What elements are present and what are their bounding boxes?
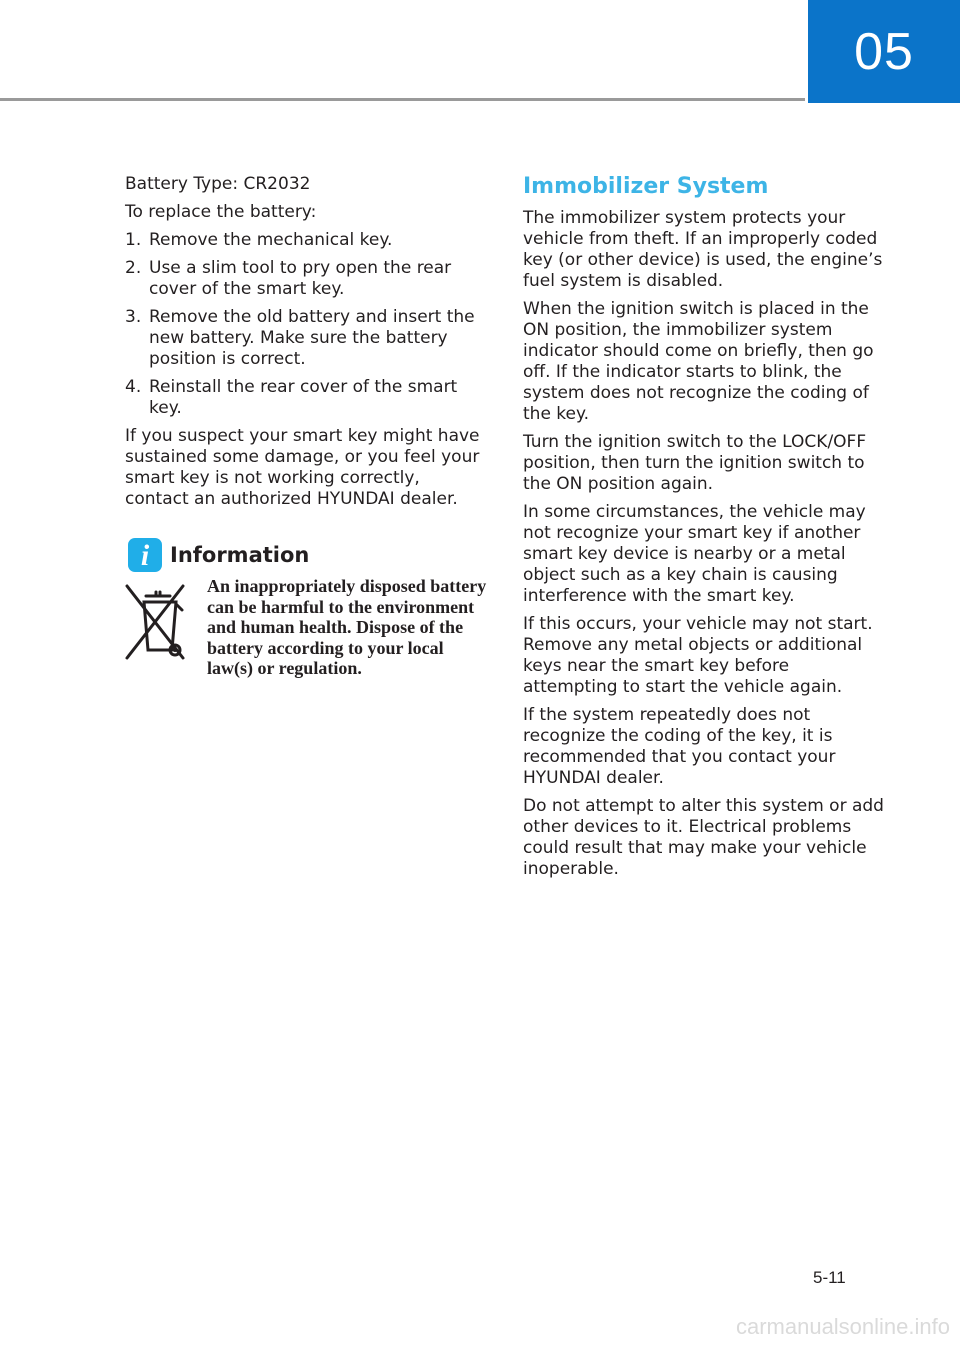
- list-item: [125, 307, 487, 370]
- list-item-number: 2.: [125, 258, 142, 278]
- right-column: [523, 174, 885, 887]
- list-item-text: Use a slim tool to pry open the rear cover of the smart key.: [149, 258, 452, 299]
- paragraph: The immobilizer system protects your vehicle from theft. If an improperly coded key (or other device) is used, the engine’s fuel system is disabled.: [523, 208, 883, 291]
- list-item: [125, 258, 487, 300]
- info-icon: i: [128, 538, 162, 572]
- paragraph: If the system repeatedly does not recognize the coding of the key, it is recommended that you contact your HYUNDAI dealer.: [523, 705, 836, 788]
- left-column: [125, 174, 487, 679]
- replace-intro: To replace the battery:: [125, 202, 317, 222]
- section-title: Immobilizer System: [523, 174, 769, 199]
- battery-type: Battery Type: CR2032: [125, 174, 311, 194]
- page-number: 5-11: [813, 1268, 846, 1287]
- list-item-text: Reinstall the rear cover of the smart key.: [149, 377, 458, 418]
- list-item-text: Remove the mechanical key.: [149, 230, 393, 250]
- list-item: [125, 230, 487, 251]
- paragraph: When the ignition switch is placed in the ON position, the immobilizer system indicator should come on briefly, then go off. If the indicator starts to blink, the system does not recognize the coding of the key.: [523, 299, 874, 424]
- list-item-number: 4.: [125, 377, 142, 397]
- watermark: carmanualsonline.info: [735, 1314, 950, 1339]
- list-item-number: 3.: [125, 307, 142, 327]
- header-rule: [0, 98, 805, 101]
- damage-note: If you suspect your smart key might have sustained some damage, or you feel your smart key is not working correctly, contact an authorized HYUNDAI dealer.: [125, 426, 480, 509]
- paragraph: If this occurs, your vehicle may not start. Remove any metal objects or additional keys near the smart key before attempting to start the vehicle again.: [523, 614, 873, 697]
- information-text: An inappropriately disposed battery can be harmful to the environment and human health. Dispose of the battery according to your local law(s) or regulation.: [207, 576, 487, 678]
- information-body: [125, 576, 487, 679]
- paragraph: In some circumstances, the vehicle may not recognize your smart key if another smart key device is nearby or a metal object such as a key chain is causing interference with the smart key.: [523, 502, 866, 606]
- list-item-number: 1.: [125, 230, 142, 250]
- list-item-text: Remove the old battery and insert the new battery. Make sure the battery position is correct.: [149, 307, 475, 369]
- information-header: [125, 538, 487, 572]
- crossed-out-bin-icon: [125, 582, 195, 664]
- list-item: [125, 377, 487, 419]
- information-title: Information: [170, 542, 310, 567]
- chapter-tab: 05: [808, 0, 960, 103]
- paragraph: Do not attempt to alter this system or add other devices to it. Electrical problems could result that may make your vehicle inoperable.: [523, 796, 884, 879]
- paragraph: Turn the ignition switch to the LOCK/OFF position, then turn the ignition switch to the ON position again.: [523, 432, 867, 494]
